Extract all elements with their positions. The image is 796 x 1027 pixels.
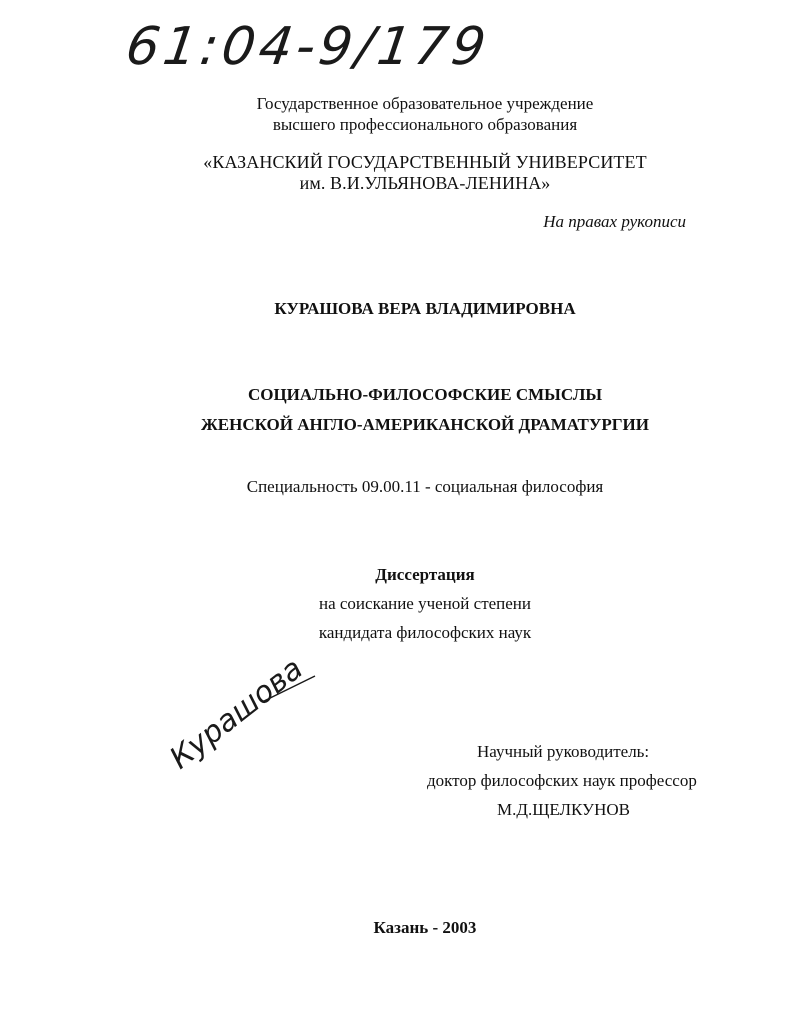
degree-line-1: на соискание ученой степени <box>318 594 532 613</box>
manuscript-rights-note: На правах рукописи <box>543 212 686 231</box>
advisor-label: Научный руководитель: <box>477 742 650 761</box>
degree-line-2: кандидата философских наук <box>318 623 532 642</box>
svg-text:Курашова: Курашова <box>163 651 310 777</box>
university-name-line-1: «КАЗАНСКИЙ ГОСУДАРСТВЕННЫЙ УНИВЕРСИТЕТ <box>203 152 647 172</box>
handwritten-catalog-number <box>122 8 494 78</box>
specialty-line: Специальность 09.00.11 - социальная философия <box>246 477 604 496</box>
author-name: КУРАШОВА ВЕРА ВЛАДИМИРОВНА <box>274 299 576 318</box>
dissertation-title-line-2: ЖЕНСКОЙ АНГЛО-АМЕРИКАНСКОЙ ДРАМАТУРГИИ <box>201 415 649 434</box>
advisor-name: М.Д.ЩЕЛКУНОВ <box>497 800 630 819</box>
dissertation-title-line-1: СОЦИАЛЬНО-ФИЛОСОФСКИЕ СМЫСЛЫ <box>247 385 603 404</box>
advisor-degree: доктор философских наук профессор <box>427 771 697 790</box>
place-and-year: Казань - 2003 <box>373 918 477 937</box>
university-name-line-2: им. В.И.УЛЬЯНОВА-ЛЕНИНА» <box>299 173 551 193</box>
handwritten-signature <box>163 651 330 780</box>
svg-text:61:04-9/179: 61:04-9/179 <box>122 17 494 77</box>
dissertation-label: Диссертация <box>375 565 475 584</box>
institution-line-2: высшего профессионального образования <box>272 115 578 134</box>
institution-line-1: Государственное образовательное учреждение <box>256 94 594 113</box>
